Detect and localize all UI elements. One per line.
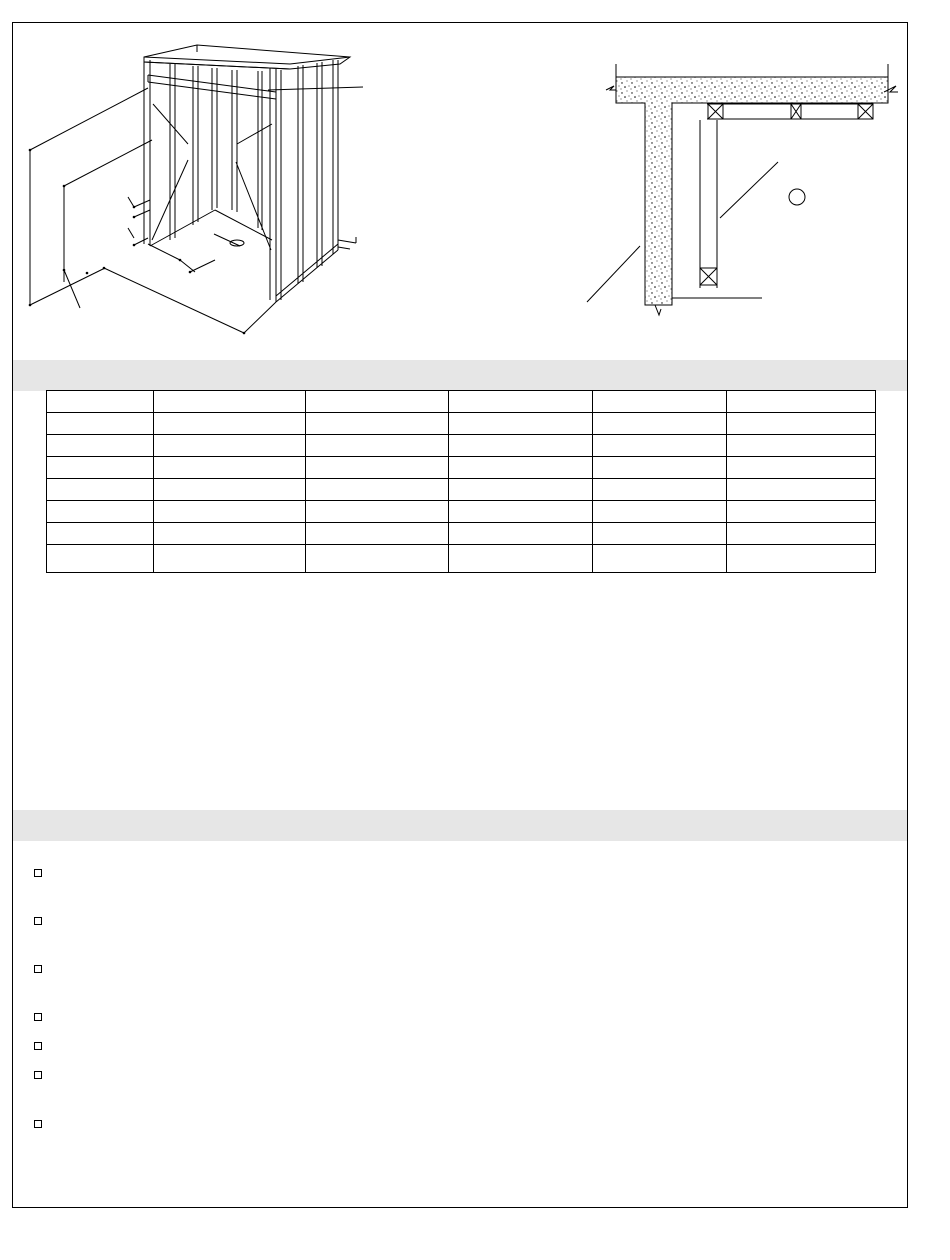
- table-cell: [47, 545, 154, 573]
- checklist-item: [34, 1068, 894, 1079]
- table-cell: [47, 501, 154, 523]
- table-row: [47, 545, 876, 573]
- checkbox[interactable]: [34, 965, 42, 973]
- table-row: [47, 457, 876, 479]
- table-row: [47, 435, 876, 457]
- table-cell: [47, 435, 154, 457]
- checklist-item: [34, 914, 894, 925]
- table-cell: [593, 457, 727, 479]
- specification-table: [46, 390, 876, 573]
- section-header-band: [13, 810, 907, 841]
- table-cell: [727, 457, 876, 479]
- table-cell: [727, 435, 876, 457]
- table-cell: [593, 501, 727, 523]
- table-cell: [727, 501, 876, 523]
- table-cell: [154, 457, 306, 479]
- table-row: [47, 523, 876, 545]
- checklist-item: [34, 1117, 894, 1128]
- table-cell: [306, 413, 449, 435]
- table-cell: [593, 523, 727, 545]
- table-cell: [154, 479, 306, 501]
- table-cell: [154, 413, 306, 435]
- table-row: [47, 479, 876, 501]
- table-row: [47, 391, 876, 413]
- table-cell: [727, 479, 876, 501]
- table-cell: [727, 523, 876, 545]
- table-cell: [154, 391, 306, 413]
- table-cell: [306, 479, 449, 501]
- checkbox[interactable]: [34, 1042, 42, 1050]
- table-cell: [47, 457, 154, 479]
- section-header-band: [13, 360, 907, 391]
- table-cell: [154, 435, 306, 457]
- table-cell: [306, 391, 449, 413]
- table-cell: [47, 523, 154, 545]
- checklist-item: [34, 866, 894, 877]
- checkbox[interactable]: [34, 1013, 42, 1021]
- checkbox[interactable]: [34, 1120, 42, 1128]
- checklist-item: [34, 962, 894, 973]
- table-cell: [593, 435, 727, 457]
- table-cell: [727, 413, 876, 435]
- table-cell: [593, 413, 727, 435]
- table-cell: [593, 545, 727, 573]
- table-cell: [306, 523, 449, 545]
- table-cell: [727, 391, 876, 413]
- table-row: [47, 501, 876, 523]
- table-cell: [47, 391, 154, 413]
- table-cell: [306, 435, 449, 457]
- table-cell: [154, 545, 306, 573]
- table-cell: [449, 501, 593, 523]
- table-cell: [306, 501, 449, 523]
- table-cell: [306, 457, 449, 479]
- table-cell: [449, 457, 593, 479]
- checkbox[interactable]: [34, 869, 42, 877]
- table-cell: [449, 545, 593, 573]
- table-cell: [306, 545, 449, 573]
- table-cell: [449, 523, 593, 545]
- table-cell: [593, 479, 727, 501]
- table-cell: [449, 435, 593, 457]
- table-cell: [449, 479, 593, 501]
- checklist-item: [34, 1039, 894, 1050]
- table-cell: [727, 545, 876, 573]
- table-cell: [47, 479, 154, 501]
- table-cell: [47, 413, 154, 435]
- table-cell: [593, 391, 727, 413]
- table-cell: [154, 501, 306, 523]
- table-row: [47, 413, 876, 435]
- table-cell: [449, 391, 593, 413]
- checklist-item: [34, 1010, 894, 1021]
- table-cell: [154, 523, 306, 545]
- checkbox[interactable]: [34, 917, 42, 925]
- table-cell: [449, 413, 593, 435]
- checkbox[interactable]: [34, 1071, 42, 1079]
